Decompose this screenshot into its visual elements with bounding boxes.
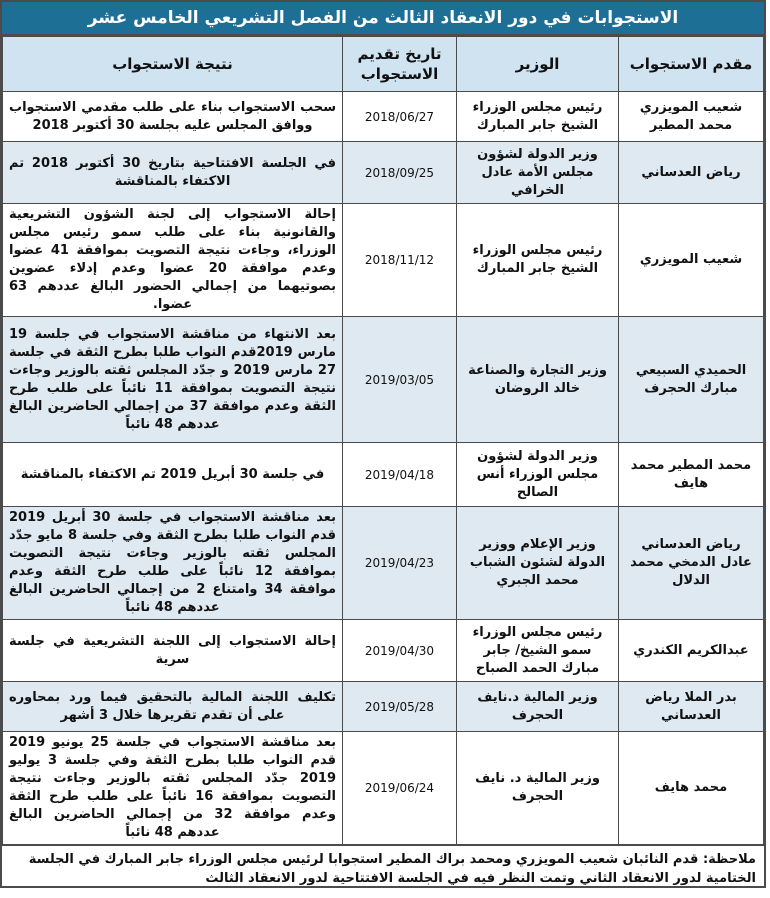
cell-date: 2019/04/18 — [343, 443, 457, 507]
table-row — [3, 443, 764, 507]
cell-minister: رئيس مجلس الوزراء الشيخ جابر المبارك — [457, 204, 619, 317]
table-row — [3, 732, 764, 845]
cell-presenter: محمد المطير محمد هايف — [619, 443, 764, 507]
cell-date: 2018/11/12 — [343, 204, 457, 317]
cell-date: 2018/06/27 — [343, 92, 457, 142]
page-title: الاستجوابات في دور الانعقاد الثالث من الفصل التشريعي الخامس عشر — [2, 2, 764, 36]
cell-result: في الجلسة الافتتاحية بتاريخ 30 أكتوبر 2018 تم الاكتفاء بالمناقشة — [3, 142, 343, 204]
table-row — [3, 682, 764, 732]
table-row — [3, 142, 764, 204]
cell-presenter: شعيب المويزري — [619, 204, 764, 317]
cell-result: بعد مناقشة الاستجواب في جلسة 30 أبريل 2019 قدم النواب طلبا بطرح الثقة وفي جلسة 8 مايو جدّد المجلس ثقته بالوزير وجاءت نتيجة التصويت بموافقة 12 نائباً على طلب طرح الثقة وعدم موافقة 34 وامتناع 2 من إجمالي الحاضرين البالغ عددهم 48 نائباً — [3, 507, 343, 620]
cell-date: 2018/09/25 — [343, 142, 457, 204]
cell-minister: وزير التجارة والصناعة خالد الروضان — [457, 317, 619, 443]
footnote: ملاحظة: قدم النائبان شعيب المويزري ومحمد براك المطير استجوابا لرئيس مجلس الوزراء جابر المبارك في الجلسة الختامية لدور الانعقاد الثاني وتمت النظر فيه في الجلسة الافتتاحية لدور الانعقاد الثالث — [2, 845, 764, 892]
cell-date: 2019/06/24 — [343, 732, 457, 845]
table-row — [3, 507, 764, 620]
cell-result: في جلسة 30 أبريل 2019 تم الاكتفاء بالمناقشة — [3, 443, 343, 507]
cell-presenter: رياض العدساني — [619, 142, 764, 204]
cell-date: 2019/05/28 — [343, 682, 457, 732]
header-result: نتيجة الاستجواب — [3, 37, 343, 92]
cell-minister: وزير المالية د. نايف الحجرف — [457, 732, 619, 845]
cell-minister: وزير الإعلام ووزير الدولة لشئون الشباب محمد الجبري — [457, 507, 619, 620]
cell-result: بعد مناقشة الاستجواب في جلسة 25 يونيو 2019 قدم النواب طلبا بطرح الثقة وفي جلسة 3 يوليو 2019 جدّد المجلس ثقته بالوزير وجاءت نتيجة التصويت بموافقة 16 نائباً على طلب طرح الثقة وعدم موافقة 32 من إجمالي الحاضرين البالغ عددهم 48 نائباً — [3, 732, 343, 845]
table-row — [3, 317, 764, 443]
interpellations-table — [2, 36, 764, 845]
cell-minister: وزير المالية د.نايف الحجرف — [457, 682, 619, 732]
cell-result: إحالة الاستجواب إلى لجنة الشؤون التشريعية والقانونية بناء على طلب سمو رئيس مجلس الوزراء، وجاءت نتيجة التصويت بموافقة 41 عضوا وعدم موافقة 20 عضوا وعدم إدلاء عضوين بصوتيهما من إجمالي الحضور البالغ عددهم 63 عضوا. — [3, 204, 343, 317]
cell-result: تكليف اللجنة المالية بالتحقيق فيما ورد بمحاوره على أن تقدم تقريرها خلال 3 أشهر — [3, 682, 343, 732]
cell-presenter: شعيب المويزري محمد المطير — [619, 92, 764, 142]
table-header-row — [3, 37, 764, 92]
table-row — [3, 204, 764, 317]
cell-result: بعد الانتهاء من مناقشة الاستجواب في جلسة 19 مارس 2019قدم النواب طلبا بطرح الثقة في جلسة 27 مارس 2019 و جدّد المجلس ثقته بالوزير وجاءت نتيجة التصويت بموافقة 11 نائباً على طلب طرح الثقة وعدم موافقة 37 من إجمالي الحاضرين البالغ عددهم 48 نائباً — [3, 317, 343, 443]
cell-presenter: محمد هايف — [619, 732, 764, 845]
cell-date: 2019/03/05 — [343, 317, 457, 443]
cell-date: 2019/04/23 — [343, 507, 457, 620]
cell-result: إحالة الاستجواب إلى اللجنة التشريعية في جلسة سرية — [3, 620, 343, 682]
header-minister: الوزير — [457, 37, 619, 92]
cell-presenter: الحميدي السبيعي مبارك الحجرف — [619, 317, 764, 443]
cell-result: سحب الاستجواب بناء على طلب مقدمي الاستجواب ووافق المجلس عليه بجلسة 30 أكتوبر 2018 — [3, 92, 343, 142]
cell-minister: وزير الدولة لشؤون مجلس الوزراء أنس الصالح — [457, 443, 619, 507]
table-row — [3, 92, 764, 142]
table-row — [3, 620, 764, 682]
cell-minister: رئيس مجلس الوزراء سمو الشيخ/ جابر مبارك الحمد الصباح — [457, 620, 619, 682]
cell-presenter: رياض العدساني عادل الدمخي محمد الدلال — [619, 507, 764, 620]
cell-minister: رئيس مجلس الوزراء الشيخ جابر المبارك — [457, 92, 619, 142]
cell-presenter: بدر الملا رياض العدساني — [619, 682, 764, 732]
header-date: تاريخ تقديم الاستجواب — [343, 37, 457, 92]
header-presenter: مقدم الاستجواب — [619, 37, 764, 92]
cell-presenter: عبدالكريم الكندري — [619, 620, 764, 682]
cell-date: 2019/04/30 — [343, 620, 457, 682]
cell-minister: وزير الدولة لشؤون مجلس الأمة عادل الخرافي — [457, 142, 619, 204]
